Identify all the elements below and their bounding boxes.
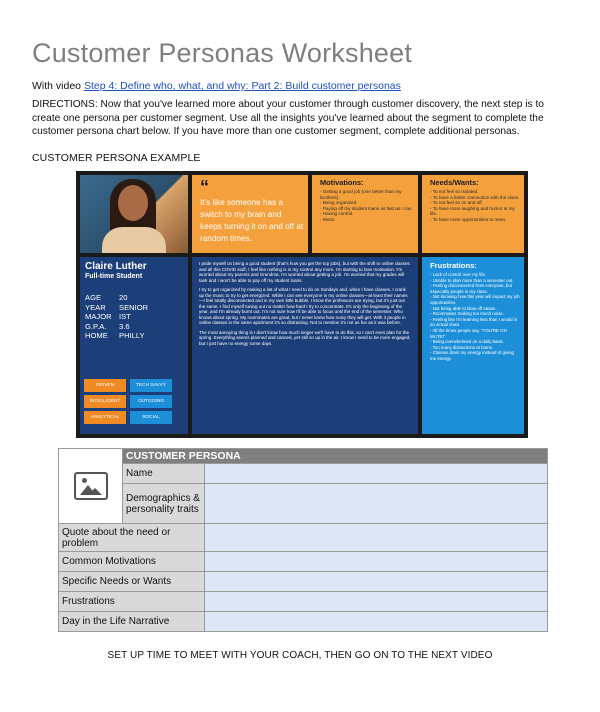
quote-box	[192, 175, 308, 253]
list-item: - To not feel so on and off.	[430, 200, 520, 206]
narrative-text	[199, 261, 411, 346]
list-item: - Lack of control over my life.	[430, 272, 520, 278]
list-item: - Feeling disconnected from everyone, but especially people in my class.	[430, 283, 520, 294]
row-label-demographics: Demographics & personality traits	[123, 484, 205, 524]
motivations-list	[320, 189, 414, 223]
list-item: - Having control.	[320, 211, 414, 217]
persona-quote: It's like someone has a switch to my brain and keeps turning it on and off at random times.	[200, 198, 304, 243]
image-placeholder-icon	[74, 472, 108, 500]
list-item: - Classes drain my energy instead of giving me energy.	[430, 350, 520, 361]
row-label-motivations: Common Motivations	[59, 552, 205, 572]
trait-tag: TECH SAVVY	[130, 379, 172, 392]
list-item: - To have more opportunities to meet.	[430, 217, 520, 223]
motivations-field[interactable]	[205, 552, 548, 572]
persona-name: Claire Luther	[85, 261, 147, 272]
trait-tag: OUTGOING	[130, 395, 172, 408]
frustrations-box	[422, 257, 524, 434]
stat-key: YEAR	[85, 302, 106, 312]
list-item: - Roommates making too much noise.	[430, 311, 520, 317]
list-item: - Too many distractions at home.	[430, 345, 520, 351]
row-label-frustrations: Frustrations	[59, 592, 205, 612]
stat-key: HOME	[85, 331, 108, 340]
persona-image-cell[interactable]	[59, 449, 123, 524]
directions	[32, 98, 572, 139]
row-label-needs: Specific Needs or Wants	[59, 572, 205, 592]
persona-role: Full-time Student	[85, 273, 143, 280]
name-field[interactable]	[205, 464, 548, 484]
list-item: - Not being able to blow off steam.	[430, 306, 520, 312]
demographics-field[interactable]	[205, 484, 548, 524]
frustrations-title: Frustrations:	[430, 261, 477, 270]
needs-box	[422, 175, 524, 253]
list-item: - Not knowing how this year will impact my job opportunities.	[430, 294, 520, 305]
list-item: - Being organized.	[320, 200, 414, 206]
directions-text: Now that you've learned more about your customer through customer discovery, the next step is to create one persona per customer segment. Use all the insights you've learned about the segment to complete the customer persona chart below. If you have more than one customer segment, complete additional personas.	[32, 99, 544, 137]
quote-field[interactable]	[205, 524, 548, 552]
narrative-paragraph: I pride myself on being a good student (that's how you get the top jobs), but with the shift to online classes and all this COVID stuff, I feel like nothing is in my control any more. I'm starting to lose motivation. I'm worried about my parents and Grandma. I'm worried about getting a job. I'm worried that my grades will tank and I won't be able to pay off my student loans.	[199, 261, 410, 283]
example-label: CUSTOMER PERSONA EXAMPLE	[32, 152, 201, 164]
persona-stats	[85, 293, 148, 341]
frustrations-field[interactable]	[205, 592, 548, 612]
directions-label: DIRECTIONS:	[32, 99, 98, 110]
stat-value: SENIOR	[119, 302, 149, 312]
row-label-name: Name	[123, 464, 205, 484]
narrative-box	[192, 257, 418, 434]
list-item: - All the times people say, "YOU'RE ON MUTE!"	[430, 328, 520, 339]
list-item: - Being overwhelmed on a daily basis.	[430, 339, 520, 345]
stat-key: AGE	[85, 293, 102, 302]
page-title: Customer Personas Worksheet	[32, 38, 413, 68]
trait-tag: SOCIAL	[130, 411, 172, 424]
list-item: - To have more laughing and humor in my life.	[430, 206, 520, 217]
stat-key: G.P.A.	[85, 321, 107, 331]
quote-mark-icon: “	[200, 177, 209, 197]
video-link[interactable]: Step 4: Define who, what, and why: Part 2: Build customer personas	[83, 80, 401, 92]
list-item: - Getting a good job (one better than my brothers).	[320, 189, 414, 200]
footer-instruction: SET UP TIME TO MEET WITH YOUR COACH, THEN GO ON TO THE NEXT VIDEO	[107, 650, 493, 661]
needs-list	[430, 189, 520, 223]
list-item: - Music	[320, 217, 414, 223]
table-header: CUSTOMER PERSONA	[123, 449, 548, 464]
list-item: - Paying off my student loans as fast as I can.	[320, 206, 414, 212]
trait-tag: DRIVEN	[84, 379, 126, 392]
persona-example-card	[76, 171, 528, 438]
trait-tag: INTELLIGENT	[84, 395, 126, 408]
list-item: - Unable to plan more than a semester out.	[430, 278, 520, 284]
motivations-title: Motivations:	[320, 178, 364, 187]
needs-title: Needs/Wants:	[430, 178, 479, 187]
persona-photo	[80, 175, 188, 253]
list-item: - To not feel so isolated.	[430, 189, 520, 195]
video-line	[32, 80, 401, 92]
stat-key: MAJOR	[85, 312, 112, 321]
trait-tag: ANALYTICAL	[84, 411, 126, 424]
motivations-box	[312, 175, 418, 253]
stat-value: 3.6	[119, 321, 130, 331]
persona-table	[58, 448, 548, 632]
profile-panel	[80, 257, 188, 434]
narrative-paragraph: I try to get organized by making a list of what I need to do on Sundays and, when I have classes, I crank up the music to try to get energized. While I can see everyone in my online classes—at least their names—I feel totally disconnected and in my own little bubble. I know the professors are trying, but it's just not the same. I find myself tuning out no matter how hard I try to concentrate. It's only the beginning of the year, and I'm already burnt out. I'm not sure how I'll be able to focus until the end of the semester. Who knows about spring. My roommates are great, but I never knew how noisy they will get. With 3 people in online classes in the same apartment it's so distracting. Not to mention it's not as fun as it was before.	[199, 287, 408, 325]
list-item: - Feeling like I'm learning less than I would in an actual class.	[430, 317, 520, 328]
frustrations-list	[430, 272, 520, 362]
video-prefix: With video	[32, 80, 82, 92]
row-label-narrative: Day in the Life Narrative	[59, 612, 205, 632]
stat-value: 20	[119, 293, 128, 302]
needs-field[interactable]	[205, 572, 548, 592]
narrative-paragraph: The most annoying thing is I don't know how much longer we'll have to do this, so I can't even plan for the spring. Everything seems planned and canned, yet still so up in the air. I know I need to be more engaged, but I just have no energy some days.	[199, 329, 411, 346]
stat-value: PHILLY	[119, 331, 145, 340]
stat-value: IST	[119, 312, 131, 321]
list-item: - To have a better connection with the class.	[430, 195, 520, 201]
row-label-quote: Quote about the need or problem	[59, 524, 205, 552]
narrative-field[interactable]	[205, 612, 548, 632]
